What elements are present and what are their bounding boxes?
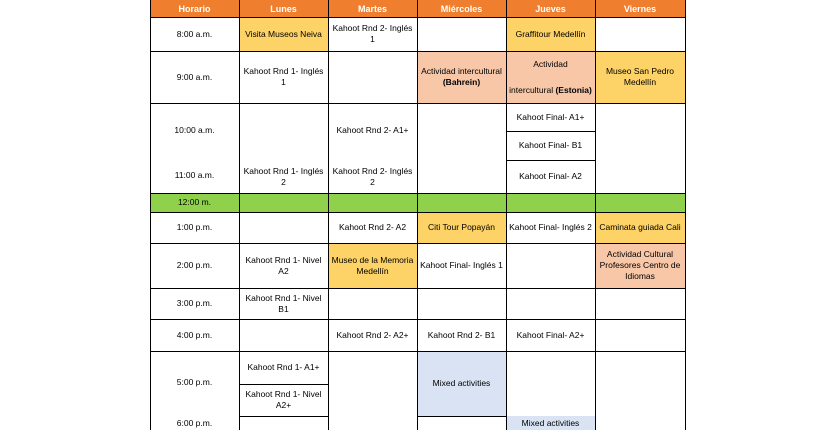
cell-miercoles-900 (417, 51, 506, 103)
grid-vline (239, 0, 240, 430)
time-900: 9:00 a.m. (176, 71, 213, 82)
cell-viernes-200: Actividad Cultural Profesores Centro de Idiomas (595, 243, 685, 288)
time-400: 4:00 p.m. (176, 329, 213, 340)
grid-vline (417, 0, 418, 430)
cell-jueves-600: Mixed activities (506, 416, 595, 430)
cell-martes-800: Kahoot Rnd 2- Inglés 1 (332, 23, 413, 44)
cell-jueves-1000a: Kahoot Final- A1+ (516, 111, 585, 122)
cell-miercoles-400: Kahoot Rnd 2- B1 (427, 329, 496, 340)
grid-hline (506, 131, 595, 132)
grid-vline (328, 0, 329, 430)
grid-vline (595, 0, 596, 430)
grid-vline (150, 0, 151, 430)
grid-hline (506, 160, 595, 161)
time-800: 8:00 a.m. (176, 28, 213, 39)
table-header-lunes: Lunes (239, 0, 328, 17)
cell-jueves-800: Graffitour Medellín (506, 17, 595, 51)
cell-miercoles-100: Citi Tour Popayán (417, 212, 506, 243)
time-1100: 11:00 a.m. (174, 169, 215, 180)
cell-lunes-1100: Kahoot Rnd 1- Inglés 2 (243, 165, 324, 187)
table-header-viernes: Viernes (595, 0, 685, 17)
cell-viernes-900: Museo San Pedro Medellín (595, 51, 685, 103)
table-header-horario: Horario (150, 0, 239, 17)
time-1000: 10:00 a.m. (174, 124, 215, 135)
cell-jueves-1100: Kahoot Final- A2 (519, 171, 582, 181)
cell-jueves-400: Kahoot Final- A2+ (516, 329, 585, 340)
cell-jueves-1000b: Kahoot Final- B1 (518, 140, 583, 150)
cell-jueves-900-line2: intercultural (Estonia) (509, 84, 592, 95)
cell-martes-1100: Kahoot Rnd 2- Inglés 2 (332, 165, 413, 187)
cell-lunes-800: Visita Museos Neiva (239, 17, 328, 51)
cell-miercoles-200: Kahoot Final- Inglés 1 (420, 260, 503, 270)
time-100: 1:00 p.m. (176, 222, 213, 232)
cell-miercoles-900-line2: (Bahrein) (442, 77, 481, 87)
table-header-miercoles: Miércoles (417, 0, 506, 17)
grid-hline (417, 416, 506, 417)
cell-lunes-500b: Kahoot Rnd 1- Nivel A2+ (245, 389, 322, 410)
cell-lunes-500a: Kahoot Rnd 1- A1+ (247, 362, 320, 372)
grid-vline (506, 0, 507, 430)
time-300: 3:00 p.m. (176, 298, 213, 308)
cell-lunes-300: Kahoot Rnd 1- Nivel B1 (245, 292, 322, 314)
cell-jueves-900-line1: Actividad (533, 58, 568, 69)
grid-hline (239, 416, 328, 417)
time-200: 2:00 p.m. (176, 260, 213, 270)
cell-martes-100: Kahoot Rnd 2- A2 (338, 222, 407, 232)
time-500: 5:00 p.m. (176, 376, 213, 387)
grid-hline (239, 384, 328, 385)
cell-martes-400: Kahoot Rnd 2- A2+ (336, 329, 409, 340)
cell-viernes-100: Caminata guiada Cali (595, 212, 685, 243)
cell-lunes-900: Kahoot Rnd 1- Inglés 1 (243, 66, 324, 87)
cell-martes-200: Museo de la Memoria Medellín (328, 243, 417, 288)
cell-jueves-900 (506, 51, 595, 103)
table-header-martes: Martes (328, 0, 417, 17)
cell-martes-1000: Kahoot Rnd 2- A1+ (336, 124, 409, 135)
cell-lunes-200: Kahoot Rnd 1- Nivel A2 (245, 254, 322, 276)
time-600: 6:00 p.m. (176, 417, 213, 428)
cell-jueves-100: Kahoot Final- Inglés 2 (509, 222, 592, 232)
table-header-jueves: Jueves (506, 0, 595, 17)
time-1200: 12:00 m. (177, 197, 212, 207)
cell-miercoles-900-line1: Actividad intercultural (421, 66, 502, 76)
cell-miercoles-500: Mixed activities (417, 351, 506, 416)
grid-vline (685, 0, 686, 430)
